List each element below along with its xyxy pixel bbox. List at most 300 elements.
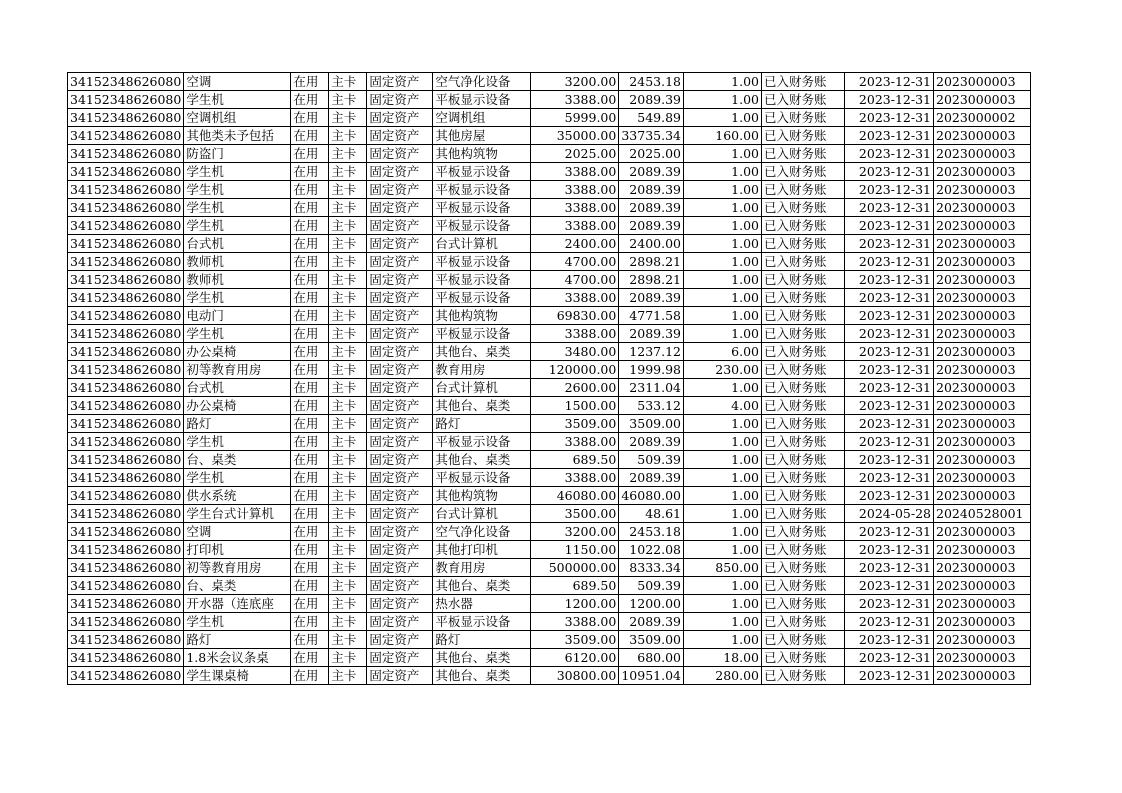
asset-class-cell: 空调机组 [433, 109, 531, 127]
voucher-number-cell: 2023000003 [934, 217, 1031, 235]
quantity-cell: 1.00 [684, 217, 762, 235]
entry-date-cell: 2023-12-31 [845, 271, 934, 289]
asset-code-cell: 34152348626080 [68, 415, 184, 433]
entry-date-cell: 2023-12-31 [845, 415, 934, 433]
asset-category-cell: 固定资产 [367, 163, 433, 181]
net-value-cell: 2453.18 [619, 523, 684, 541]
usage-status-cell: 在用 [291, 613, 329, 631]
original-value-cell: 46080.00 [531, 487, 619, 505]
asset-name-cell: 学生机 [184, 433, 291, 451]
asset-code-cell: 34152348626080 [68, 487, 184, 505]
card-type-cell: 主卡 [329, 73, 367, 91]
asset-name-cell: 办公桌椅 [184, 343, 291, 361]
usage-status-cell: 在用 [291, 73, 329, 91]
accounting-status-cell: 已入财务账 [762, 73, 845, 91]
table-row [68, 487, 1031, 505]
quantity-cell: 1.00 [684, 325, 762, 343]
accounting-status-cell: 已入财务账 [762, 109, 845, 127]
asset-name-cell: 台、桌类 [184, 577, 291, 595]
asset-name-cell: 学生机 [184, 181, 291, 199]
usage-status-cell: 在用 [291, 361, 329, 379]
entry-date-cell: 2023-12-31 [845, 163, 934, 181]
accounting-status-cell: 已入财务账 [762, 469, 845, 487]
asset-category-cell: 固定资产 [367, 91, 433, 109]
accounting-status-cell: 已入财务账 [762, 289, 845, 307]
original-value-cell: 1150.00 [531, 541, 619, 559]
table-row [68, 523, 1031, 541]
card-type-cell: 主卡 [329, 541, 367, 559]
table-row [68, 397, 1031, 415]
usage-status-cell: 在用 [291, 469, 329, 487]
accounting-status-cell: 已入财务账 [762, 415, 845, 433]
net-value-cell: 3509.00 [619, 631, 684, 649]
usage-status-cell: 在用 [291, 253, 329, 271]
quantity-cell: 18.00 [684, 649, 762, 667]
original-value-cell: 3509.00 [531, 415, 619, 433]
quantity-cell: 850.00 [684, 559, 762, 577]
usage-status-cell: 在用 [291, 91, 329, 109]
table-row [68, 631, 1031, 649]
entry-date-cell: 2023-12-31 [845, 559, 934, 577]
original-value-cell: 3388.00 [531, 613, 619, 631]
card-type-cell: 主卡 [329, 613, 367, 631]
quantity-cell: 1.00 [684, 307, 762, 325]
original-value-cell: 2400.00 [531, 235, 619, 253]
asset-category-cell: 固定资产 [367, 271, 433, 289]
accounting-status-cell: 已入财务账 [762, 505, 845, 523]
card-type-cell: 主卡 [329, 433, 367, 451]
entry-date-cell: 2023-12-31 [845, 541, 934, 559]
original-value-cell: 120000.00 [531, 361, 619, 379]
accounting-status-cell: 已入财务账 [762, 667, 845, 685]
entry-date-cell: 2023-12-31 [845, 667, 934, 685]
net-value-cell: 2311.04 [619, 379, 684, 397]
entry-date-cell: 2023-12-31 [845, 307, 934, 325]
asset-code-cell: 34152348626080 [68, 631, 184, 649]
quantity-cell: 1.00 [684, 91, 762, 109]
net-value-cell: 509.39 [619, 451, 684, 469]
voucher-number-cell: 2023000003 [934, 73, 1031, 91]
asset-class-cell: 平板显示设备 [433, 163, 531, 181]
net-value-cell: 2089.39 [619, 613, 684, 631]
asset-category-cell: 固定资产 [367, 415, 433, 433]
table-row [68, 91, 1031, 109]
entry-date-cell: 2023-12-31 [845, 235, 934, 253]
voucher-number-cell: 2023000003 [934, 541, 1031, 559]
asset-category-cell: 固定资产 [367, 505, 433, 523]
original-value-cell: 3388.00 [531, 91, 619, 109]
asset-category-cell: 固定资产 [367, 325, 433, 343]
asset-name-cell: 初等教育用房 [184, 361, 291, 379]
asset-category-cell: 固定资产 [367, 199, 433, 217]
asset-class-cell: 台式计算机 [433, 379, 531, 397]
entry-date-cell: 2023-12-31 [845, 343, 934, 361]
usage-status-cell: 在用 [291, 307, 329, 325]
voucher-number-cell: 2023000003 [934, 667, 1031, 685]
entry-date-cell: 2023-12-31 [845, 631, 934, 649]
net-value-cell: 33735.34 [619, 127, 684, 145]
asset-category-cell: 固定资产 [367, 577, 433, 595]
original-value-cell: 3500.00 [531, 505, 619, 523]
table-row [68, 289, 1031, 307]
usage-status-cell: 在用 [291, 145, 329, 163]
quantity-cell: 1.00 [684, 181, 762, 199]
asset-class-cell: 空气净化设备 [433, 73, 531, 91]
accounting-status-cell: 已入财务账 [762, 235, 845, 253]
voucher-number-cell: 2023000003 [934, 235, 1031, 253]
asset-name-cell: 学生机 [184, 469, 291, 487]
net-value-cell: 10951.04 [619, 667, 684, 685]
asset-code-cell: 34152348626080 [68, 649, 184, 667]
quantity-cell: 1.00 [684, 163, 762, 181]
net-value-cell: 509.39 [619, 577, 684, 595]
quantity-cell: 280.00 [684, 667, 762, 685]
asset-code-cell: 34152348626080 [68, 217, 184, 235]
quantity-cell: 1.00 [684, 595, 762, 613]
asset-class-cell: 热水器 [433, 595, 531, 613]
table-row [68, 505, 1031, 523]
net-value-cell: 2089.39 [619, 433, 684, 451]
voucher-number-cell: 20240528001 [934, 505, 1031, 523]
asset-category-cell: 固定资产 [367, 361, 433, 379]
original-value-cell: 3388.00 [531, 199, 619, 217]
accounting-status-cell: 已入财务账 [762, 631, 845, 649]
voucher-number-cell: 2023000003 [934, 145, 1031, 163]
table-row [68, 667, 1031, 685]
asset-class-cell: 教育用房 [433, 559, 531, 577]
asset-category-cell: 固定资产 [367, 523, 433, 541]
original-value-cell: 3200.00 [531, 523, 619, 541]
entry-date-cell: 2023-12-31 [845, 451, 934, 469]
asset-class-cell: 其他台、桌类 [433, 577, 531, 595]
card-type-cell: 主卡 [329, 325, 367, 343]
asset-code-cell: 34152348626080 [68, 307, 184, 325]
entry-date-cell: 2023-12-31 [845, 397, 934, 415]
original-value-cell: 3388.00 [531, 433, 619, 451]
table-row [68, 73, 1031, 91]
asset-class-cell: 其他台、桌类 [433, 667, 531, 685]
asset-class-cell: 其他打印机 [433, 541, 531, 559]
original-value-cell: 2600.00 [531, 379, 619, 397]
original-value-cell: 3388.00 [531, 217, 619, 235]
usage-status-cell: 在用 [291, 289, 329, 307]
asset-class-cell: 台式计算机 [433, 235, 531, 253]
asset-name-cell: 学生机 [184, 217, 291, 235]
table-row [68, 271, 1031, 289]
net-value-cell: 1022.08 [619, 541, 684, 559]
asset-code-cell: 34152348626080 [68, 181, 184, 199]
table-row [68, 127, 1031, 145]
accounting-status-cell: 已入财务账 [762, 541, 845, 559]
asset-category-cell: 固定资产 [367, 433, 433, 451]
asset-code-cell: 34152348626080 [68, 667, 184, 685]
asset-class-cell: 其他构筑物 [433, 487, 531, 505]
asset-code-cell: 34152348626080 [68, 127, 184, 145]
entry-date-cell: 2023-12-31 [845, 649, 934, 667]
asset-code-cell: 34152348626080 [68, 343, 184, 361]
asset-code-cell: 34152348626080 [68, 145, 184, 163]
table-row [68, 145, 1031, 163]
table-row [68, 325, 1031, 343]
asset-class-cell: 其他台、桌类 [433, 649, 531, 667]
asset-class-cell: 平板显示设备 [433, 613, 531, 631]
usage-status-cell: 在用 [291, 217, 329, 235]
net-value-cell: 46080.00 [619, 487, 684, 505]
card-type-cell: 主卡 [329, 451, 367, 469]
asset-code-cell: 34152348626080 [68, 253, 184, 271]
quantity-cell: 1.00 [684, 145, 762, 163]
asset-code-cell: 34152348626080 [68, 613, 184, 631]
asset-category-cell: 固定资产 [367, 451, 433, 469]
table-row [68, 343, 1031, 361]
voucher-number-cell: 2023000003 [934, 649, 1031, 667]
asset-code-cell: 34152348626080 [68, 451, 184, 469]
asset-code-cell: 34152348626080 [68, 289, 184, 307]
entry-date-cell: 2023-12-31 [845, 613, 934, 631]
quantity-cell: 1.00 [684, 505, 762, 523]
asset-name-cell: 办公桌椅 [184, 397, 291, 415]
voucher-number-cell: 2023000003 [934, 379, 1031, 397]
original-value-cell: 500000.00 [531, 559, 619, 577]
voucher-number-cell: 2023000003 [934, 559, 1031, 577]
asset-code-cell: 34152348626080 [68, 163, 184, 181]
usage-status-cell: 在用 [291, 505, 329, 523]
entry-date-cell: 2023-12-31 [845, 433, 934, 451]
asset-name-cell: 打印机 [184, 541, 291, 559]
asset-category-cell: 固定资产 [367, 127, 433, 145]
asset-name-cell: 路灯 [184, 415, 291, 433]
asset-name-cell: 学生课桌椅 [184, 667, 291, 685]
asset-class-cell: 平板显示设备 [433, 253, 531, 271]
card-type-cell: 主卡 [329, 523, 367, 541]
asset-code-cell: 34152348626080 [68, 199, 184, 217]
asset-class-cell: 平板显示设备 [433, 91, 531, 109]
quantity-cell: 6.00 [684, 343, 762, 361]
voucher-number-cell: 2023000003 [934, 199, 1031, 217]
accounting-status-cell: 已入财务账 [762, 217, 845, 235]
asset-name-cell: 台式机 [184, 235, 291, 253]
quantity-cell: 1.00 [684, 523, 762, 541]
quantity-cell: 1.00 [684, 199, 762, 217]
asset-category-cell: 固定资产 [367, 613, 433, 631]
original-value-cell: 4700.00 [531, 253, 619, 271]
card-type-cell: 主卡 [329, 307, 367, 325]
asset-name-cell: 初等教育用房 [184, 559, 291, 577]
asset-code-cell: 34152348626080 [68, 235, 184, 253]
entry-date-cell: 2023-12-31 [845, 73, 934, 91]
accounting-status-cell: 已入财务账 [762, 163, 845, 181]
entry-date-cell: 2023-12-31 [845, 325, 934, 343]
card-type-cell: 主卡 [329, 253, 367, 271]
card-type-cell: 主卡 [329, 199, 367, 217]
net-value-cell: 2089.39 [619, 469, 684, 487]
quantity-cell: 1.00 [684, 271, 762, 289]
entry-date-cell: 2023-12-31 [845, 577, 934, 595]
asset-class-cell: 平板显示设备 [433, 433, 531, 451]
entry-date-cell: 2023-12-31 [845, 253, 934, 271]
table-row [68, 199, 1031, 217]
original-value-cell: 1500.00 [531, 397, 619, 415]
net-value-cell: 2089.39 [619, 163, 684, 181]
asset-name-cell: 1.8米会议条桌 [184, 649, 291, 667]
voucher-number-cell: 2023000003 [934, 487, 1031, 505]
asset-code-cell: 34152348626080 [68, 109, 184, 127]
asset-class-cell: 台式计算机 [433, 505, 531, 523]
table-row [68, 451, 1031, 469]
table-row [68, 217, 1031, 235]
net-value-cell: 533.12 [619, 397, 684, 415]
usage-status-cell: 在用 [291, 397, 329, 415]
asset-code-cell: 34152348626080 [68, 379, 184, 397]
asset-category-cell: 固定资产 [367, 667, 433, 685]
quantity-cell: 1.00 [684, 253, 762, 271]
asset-code-cell: 34152348626080 [68, 91, 184, 109]
entry-date-cell: 2023-12-31 [845, 109, 934, 127]
asset-code-cell: 34152348626080 [68, 595, 184, 613]
table-row [68, 595, 1031, 613]
voucher-number-cell: 2023000003 [934, 613, 1031, 631]
voucher-number-cell: 2023000003 [934, 469, 1031, 487]
asset-category-cell: 固定资产 [367, 181, 433, 199]
quantity-cell: 1.00 [684, 451, 762, 469]
net-value-cell: 549.89 [619, 109, 684, 127]
asset-name-cell: 学生机 [184, 163, 291, 181]
table-row [68, 577, 1031, 595]
card-type-cell: 主卡 [329, 289, 367, 307]
table-row [68, 361, 1031, 379]
asset-name-cell: 空调机组 [184, 109, 291, 127]
card-type-cell: 主卡 [329, 235, 367, 253]
asset-code-cell: 34152348626080 [68, 325, 184, 343]
asset-class-cell: 空气净化设备 [433, 523, 531, 541]
usage-status-cell: 在用 [291, 487, 329, 505]
asset-class-cell: 平板显示设备 [433, 325, 531, 343]
asset-name-cell: 空调 [184, 73, 291, 91]
asset-name-cell: 路灯 [184, 631, 291, 649]
asset-category-cell: 固定资产 [367, 289, 433, 307]
voucher-number-cell: 2023000003 [934, 361, 1031, 379]
net-value-cell: 4771.58 [619, 307, 684, 325]
accounting-status-cell: 已入财务账 [762, 271, 845, 289]
voucher-number-cell: 2023000003 [934, 343, 1031, 361]
asset-name-cell: 学生机 [184, 613, 291, 631]
voucher-number-cell: 2023000003 [934, 127, 1031, 145]
quantity-cell: 160.00 [684, 127, 762, 145]
original-value-cell: 3388.00 [531, 289, 619, 307]
usage-status-cell: 在用 [291, 667, 329, 685]
asset-name-cell: 学生机 [184, 325, 291, 343]
asset-category-cell: 固定资产 [367, 343, 433, 361]
original-value-cell: 689.50 [531, 577, 619, 595]
voucher-number-cell: 2023000003 [934, 415, 1031, 433]
asset-category-cell: 固定资产 [367, 145, 433, 163]
asset-class-cell: 其他构筑物 [433, 145, 531, 163]
usage-status-cell: 在用 [291, 631, 329, 649]
card-type-cell: 主卡 [329, 667, 367, 685]
net-value-cell: 2089.39 [619, 217, 684, 235]
voucher-number-cell: 2023000003 [934, 307, 1031, 325]
asset-name-cell: 教师机 [184, 253, 291, 271]
entry-date-cell: 2023-12-31 [845, 181, 934, 199]
original-value-cell: 3200.00 [531, 73, 619, 91]
original-value-cell: 1200.00 [531, 595, 619, 613]
asset-class-cell: 其他台、桌类 [433, 451, 531, 469]
asset-name-cell: 其他类未予包括 [184, 127, 291, 145]
usage-status-cell: 在用 [291, 451, 329, 469]
asset-name-cell: 空调 [184, 523, 291, 541]
original-value-cell: 2025.00 [531, 145, 619, 163]
asset-name-cell: 学生机 [184, 91, 291, 109]
accounting-status-cell: 已入财务账 [762, 649, 845, 667]
card-type-cell: 主卡 [329, 505, 367, 523]
card-type-cell: 主卡 [329, 217, 367, 235]
voucher-number-cell: 2023000003 [934, 523, 1031, 541]
accounting-status-cell: 已入财务账 [762, 433, 845, 451]
accounting-status-cell: 已入财务账 [762, 523, 845, 541]
entry-date-cell: 2023-12-31 [845, 361, 934, 379]
asset-class-cell: 平板显示设备 [433, 199, 531, 217]
table-row [68, 415, 1031, 433]
asset-class-cell: 平板显示设备 [433, 271, 531, 289]
quantity-cell: 1.00 [684, 289, 762, 307]
accounting-status-cell: 已入财务账 [762, 325, 845, 343]
asset-category-cell: 固定资产 [367, 217, 433, 235]
table-row [68, 433, 1031, 451]
table-row [68, 649, 1031, 667]
voucher-number-cell: 2023000003 [934, 271, 1031, 289]
original-value-cell: 30800.00 [531, 667, 619, 685]
entry-date-cell: 2023-12-31 [845, 145, 934, 163]
asset-name-cell: 学生机 [184, 289, 291, 307]
usage-status-cell: 在用 [291, 325, 329, 343]
entry-date-cell: 2023-12-31 [845, 487, 934, 505]
voucher-number-cell: 2023000003 [934, 433, 1031, 451]
net-value-cell: 2089.39 [619, 325, 684, 343]
table-row [68, 379, 1031, 397]
entry-date-cell: 2023-12-31 [845, 379, 934, 397]
asset-category-cell: 固定资产 [367, 235, 433, 253]
original-value-cell: 35000.00 [531, 127, 619, 145]
quantity-cell: 1.00 [684, 109, 762, 127]
asset-code-cell: 34152348626080 [68, 505, 184, 523]
voucher-number-cell: 2023000003 [934, 631, 1031, 649]
net-value-cell: 2453.18 [619, 73, 684, 91]
voucher-number-cell: 2023000003 [934, 163, 1031, 181]
table-row [68, 541, 1031, 559]
usage-status-cell: 在用 [291, 577, 329, 595]
original-value-cell: 6120.00 [531, 649, 619, 667]
net-value-cell: 2089.39 [619, 289, 684, 307]
net-value-cell: 2089.39 [619, 181, 684, 199]
asset-class-cell: 路灯 [433, 631, 531, 649]
card-type-cell: 主卡 [329, 343, 367, 361]
card-type-cell: 主卡 [329, 595, 367, 613]
quantity-cell: 1.00 [684, 73, 762, 91]
accounting-status-cell: 已入财务账 [762, 181, 845, 199]
accounting-status-cell: 已入财务账 [762, 145, 845, 163]
usage-status-cell: 在用 [291, 271, 329, 289]
asset-category-cell: 固定资产 [367, 487, 433, 505]
asset-name-cell: 教师机 [184, 271, 291, 289]
accounting-status-cell: 已入财务账 [762, 307, 845, 325]
usage-status-cell: 在用 [291, 343, 329, 361]
net-value-cell: 1237.12 [619, 343, 684, 361]
table-row [68, 469, 1031, 487]
table-row [68, 253, 1031, 271]
entry-date-cell: 2023-12-31 [845, 595, 934, 613]
card-type-cell: 主卡 [329, 631, 367, 649]
asset-name-cell: 台、桌类 [184, 451, 291, 469]
